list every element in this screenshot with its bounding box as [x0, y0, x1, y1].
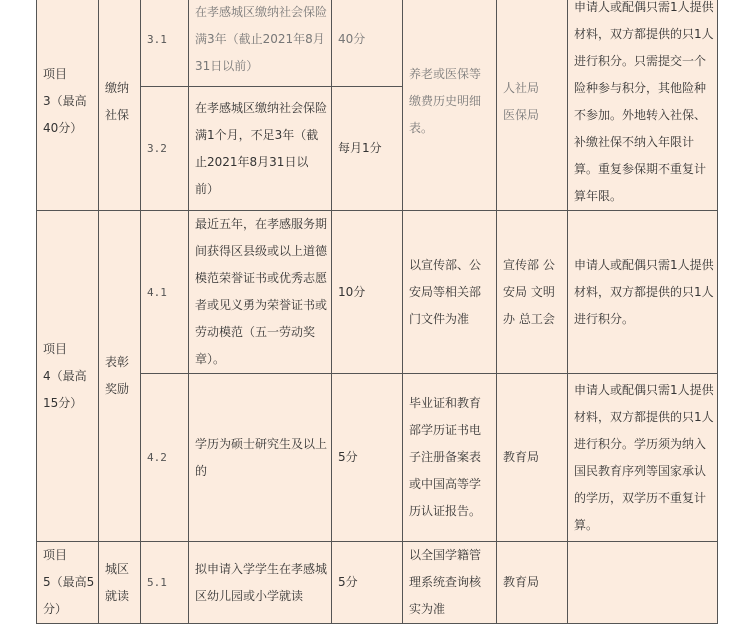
points-scoring-table [36, 0, 718, 624]
item-score: 5分 [332, 374, 403, 542]
item-number: 3.1 [141, 0, 189, 87]
item-number: 4.2 [141, 374, 189, 542]
item-content: 学历为硕士研究生及以上 的 [189, 374, 332, 542]
item-score: 40分 [332, 0, 403, 87]
category-cell: 表彰 奖励 [99, 211, 141, 542]
materials-cell: 以全国学籍管 理系统查询核 实为准 [403, 542, 497, 624]
notes-cell: 申请人或配偶只需1人提供 材料，双方都提供的只1人 进行积分。 [568, 211, 718, 374]
department-cell: 教育局 [497, 542, 568, 624]
item-score: 10分 [332, 211, 403, 374]
notes-cell [568, 542, 718, 624]
project-cell: 项目 3（最高 40分） [37, 0, 99, 211]
item-content: 拟申请入学学生在孝感城 区幼儿园或小学就读 [189, 542, 332, 624]
project-cell: 项目 5（最高5 分） [37, 542, 99, 624]
materials-cell: 养老或医保等 缴费历史明细 表。 [403, 0, 497, 211]
department-cell: 教育局 [497, 374, 568, 542]
category-cell: 缴纳 社保 [99, 0, 141, 211]
project-cell: 项目 4（最高 15分） [37, 211, 99, 542]
item-number: 3.2 [141, 87, 189, 211]
materials-cell: 毕业证和教育 部学历证书电 子注册备案表 或中国高等学 历认证报告。 [403, 374, 497, 542]
notes-cell: 申请人或配偶只需1人提供 材料，双方都提供的只1人 进行积分。学历须为纳入 国民教育序列等国家承认 的学历，双学历不重复计 算。 [568, 374, 718, 542]
table-row-4-1 [37, 211, 718, 374]
item-score: 每月1分 [332, 87, 403, 211]
scoring-table-viewport [36, 0, 718, 638]
notes-cell: 申请人或配偶只需1人提供 材料，双方都提供的只1人 进行积分。只需提交一个 险种参与积分，其他险种 不参加。外地转入社保、 补缴社保不纳入年限计 算。重复参保期不重复计 算年限。 [568, 0, 718, 211]
item-content: 最近五年，在孝感服务期 间获得区县级或以上道德 模范荣誉证书或优秀志愿 者或见义勇为荣誉证书或 劳动模范（五一劳动奖 章）。 [189, 211, 332, 374]
category-cell: 城区 就读 [99, 542, 141, 624]
item-content: 在孝感城区缴纳社会保险 满1个月，不足3年（截 止2021年8月31日以 前） [189, 87, 332, 211]
item-number: 4.1 [141, 211, 189, 374]
department-cell: 宣传部 公 安局 文明 办 总工会 [497, 211, 568, 374]
table-row-5-1 [37, 542, 718, 624]
item-content: 在孝感城区缴纳社会保险 满3年（截止2021年8月 31日以前） [189, 0, 332, 87]
department-cell: 人社局 医保局 [497, 0, 568, 211]
item-number: 5.1 [141, 542, 189, 624]
materials-cell: 以宣传部、公 安局等相关部 门文件为准 [403, 211, 497, 374]
table-row-3-1 [37, 0, 718, 87]
item-score: 5分 [332, 542, 403, 624]
